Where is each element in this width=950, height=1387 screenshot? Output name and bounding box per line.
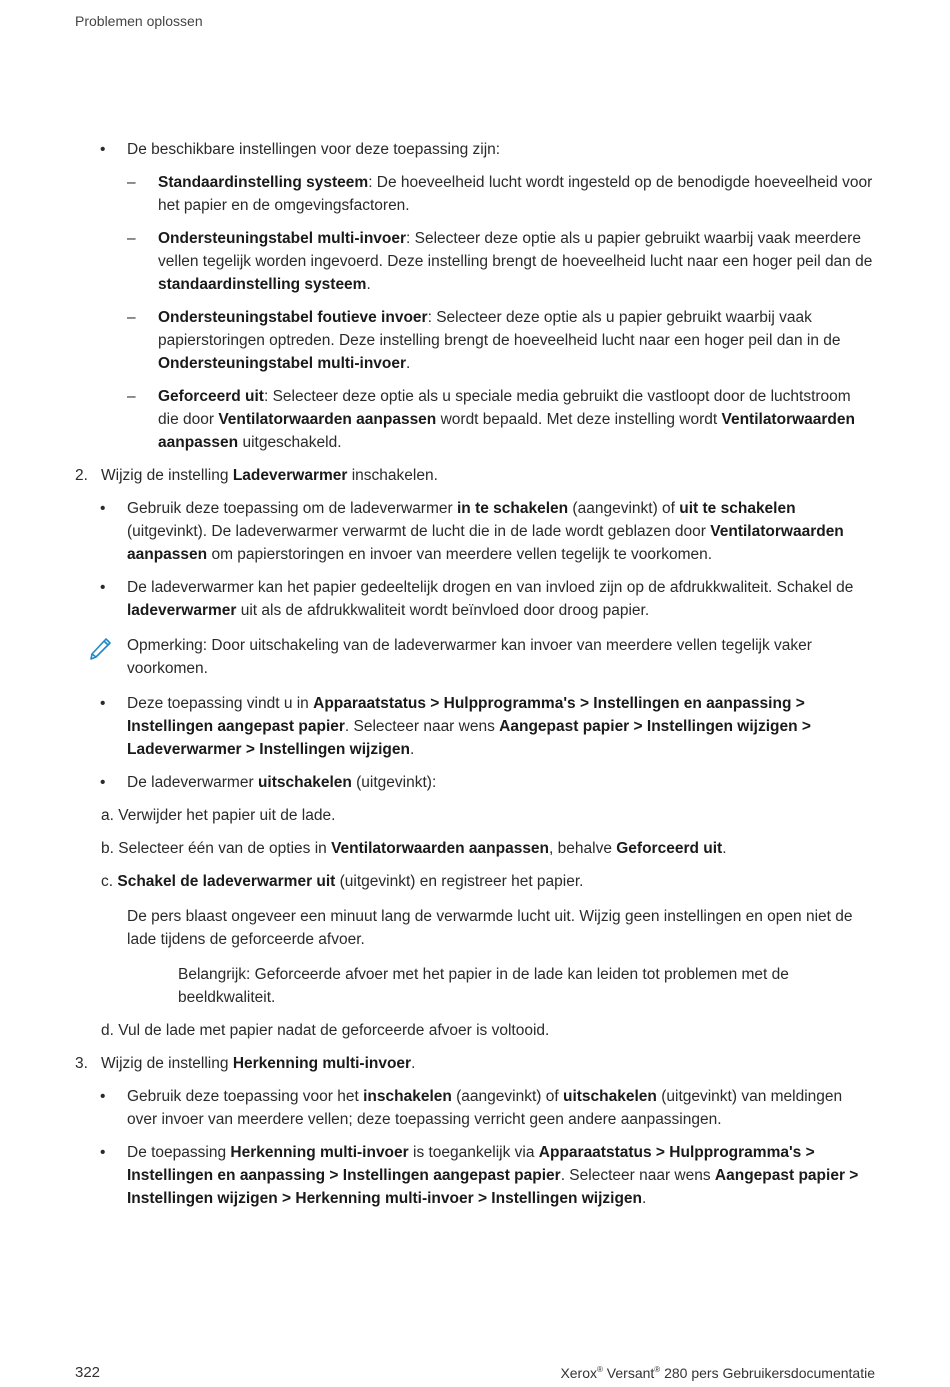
list-item: • Gebruik deze toepassing om de ladeverwarmer in te schakelen (aangevinkt) of uit te schakelen (uitgevinkt). De ladeverwarmer verwarmt de lucht die in de lade wordt geblazen door Ventilatorwaarden aanpassen om papierstoringen en invoer van meerdere vellen tegelijk te voorkomen. [100, 500, 844, 563]
substep-d: d. Vul de lade met papier nadat de geforceerde afvoer is voltooid. [101, 1022, 550, 1039]
pencil-icon [87, 636, 113, 662]
substep-b: b. Selecteer één van de opties in Ventilatorwaarden aanpassen, behalve Geforceerd uit. [101, 840, 727, 857]
list-item: • De toepassing Herkenning multi-invoer is toegankelijk via Apparaatstatus > Hulpprogramma's > Instellingen en aanpassing > Instellingen aangepast papier. Selecteer naar wens Aangepast papier > Instellingen wijzigen > Herkenning multi-invoer > Instellingen wijzigen. [100, 1144, 859, 1207]
option-standaard: – Standaardinstelling systeem: De hoeveelheid lucht wordt ingesteld op de benodigde hoeveelheid voor het papier en de omgevingsfactoren. [127, 174, 873, 214]
step-3: 3. Wijzig de instelling Herkenning multi-invoer. [75, 1055, 416, 1072]
running-header: Problemen oplossen [75, 13, 203, 29]
substep-c: c. Schakel de ladeverwarmer uit (uitgevinkt) en registreer het papier. [101, 873, 584, 890]
important-note: Belangrijk: Geforceerde afvoer met het papier in de lade kan leiden tot problemen met de beeldkwaliteit. [178, 966, 789, 1006]
document-title: Xerox® Versant® 280 pers Gebruikersdocumentatie [560, 1365, 875, 1381]
option-geforceerd-uit: – Geforceerd uit: Selecteer deze optie als u speciale media gebruikt die vastloopt door de luchtstroom die door Ventilatorwaarden aanpassen wordt bepaald. Met deze instelling wordt Ventilatorwaarden aanpassen uitgeschakeld. [127, 388, 855, 451]
note-box: Opmerking: Door uitschakeling van de ladeverwarmer kan invoer van meerdere vellen tegelijk vaker voorkomen. [75, 634, 875, 680]
document-body [75, 138, 875, 1220]
option-multi-invoer: – Ondersteuningstabel multi-invoer: Selecteer deze optie als u papier gebruikt waarbij vaak meerdere vellen tegelijk worden ingevoerd. Deze instelling brengt de hoeveelheid lucht naar een hoger peil dan de standaardinstelling systeem. [127, 230, 873, 293]
list-item: • Deze toepassing vindt u in Apparaatstatus > Hulpprogramma's > Instellingen en aanpassing > Instellingen aangepast papier. Selecteer naar wens Aangepast papier > Instellingen wijzigen > Ladeverwarmer > Instellingen wijzigen. [100, 695, 811, 758]
list-item: • De ladeverwarmer uitschakelen (uitgevinkt): [100, 774, 437, 791]
substep-a: a. Verwijder het papier uit de lade. [101, 807, 336, 824]
list-item: • Gebruik deze toepassing voor het inschakelen (aangevinkt) of uitschakelen (uitgevinkt) van meldingen over invoer van meerdere vellen; deze toepassing verricht geen andere aanpassingen. [100, 1088, 843, 1128]
list-item: • De beschikbare instellingen voor deze toepassing zijn: [75, 138, 875, 161]
page-number: 322 [75, 1364, 101, 1381]
bullet: • [100, 141, 106, 158]
option-foutieve-invoer: – Ondersteuningstabel foutieve invoer: Selecteer deze optie als u papier gebruikt waarbij vaak papierstoringen optreden. Deze instelling brengt de hoeveelheid lucht naar een hoger peil dan in de Ondersteuningstabel multi-invoer. [127, 309, 841, 372]
list-item: • De ladeverwarmer kan het papier gedeeltelijk drogen en van invloed zijn op de afdrukkwaliteit. Schakel de ladeverwarmer uit als de afdrukkwaliteit wordt beïnvloed door droog papier. [100, 579, 854, 619]
step-2: 2. Wijzig de instelling Ladeverwarmer inschakelen. [75, 467, 438, 484]
paragraph: De pers blaast ongeveer een minuut lang de verwarmde lucht uit. Wijzig geen instellingen en open niet de lade tijdens de geforceerde afvoer. [127, 908, 853, 948]
